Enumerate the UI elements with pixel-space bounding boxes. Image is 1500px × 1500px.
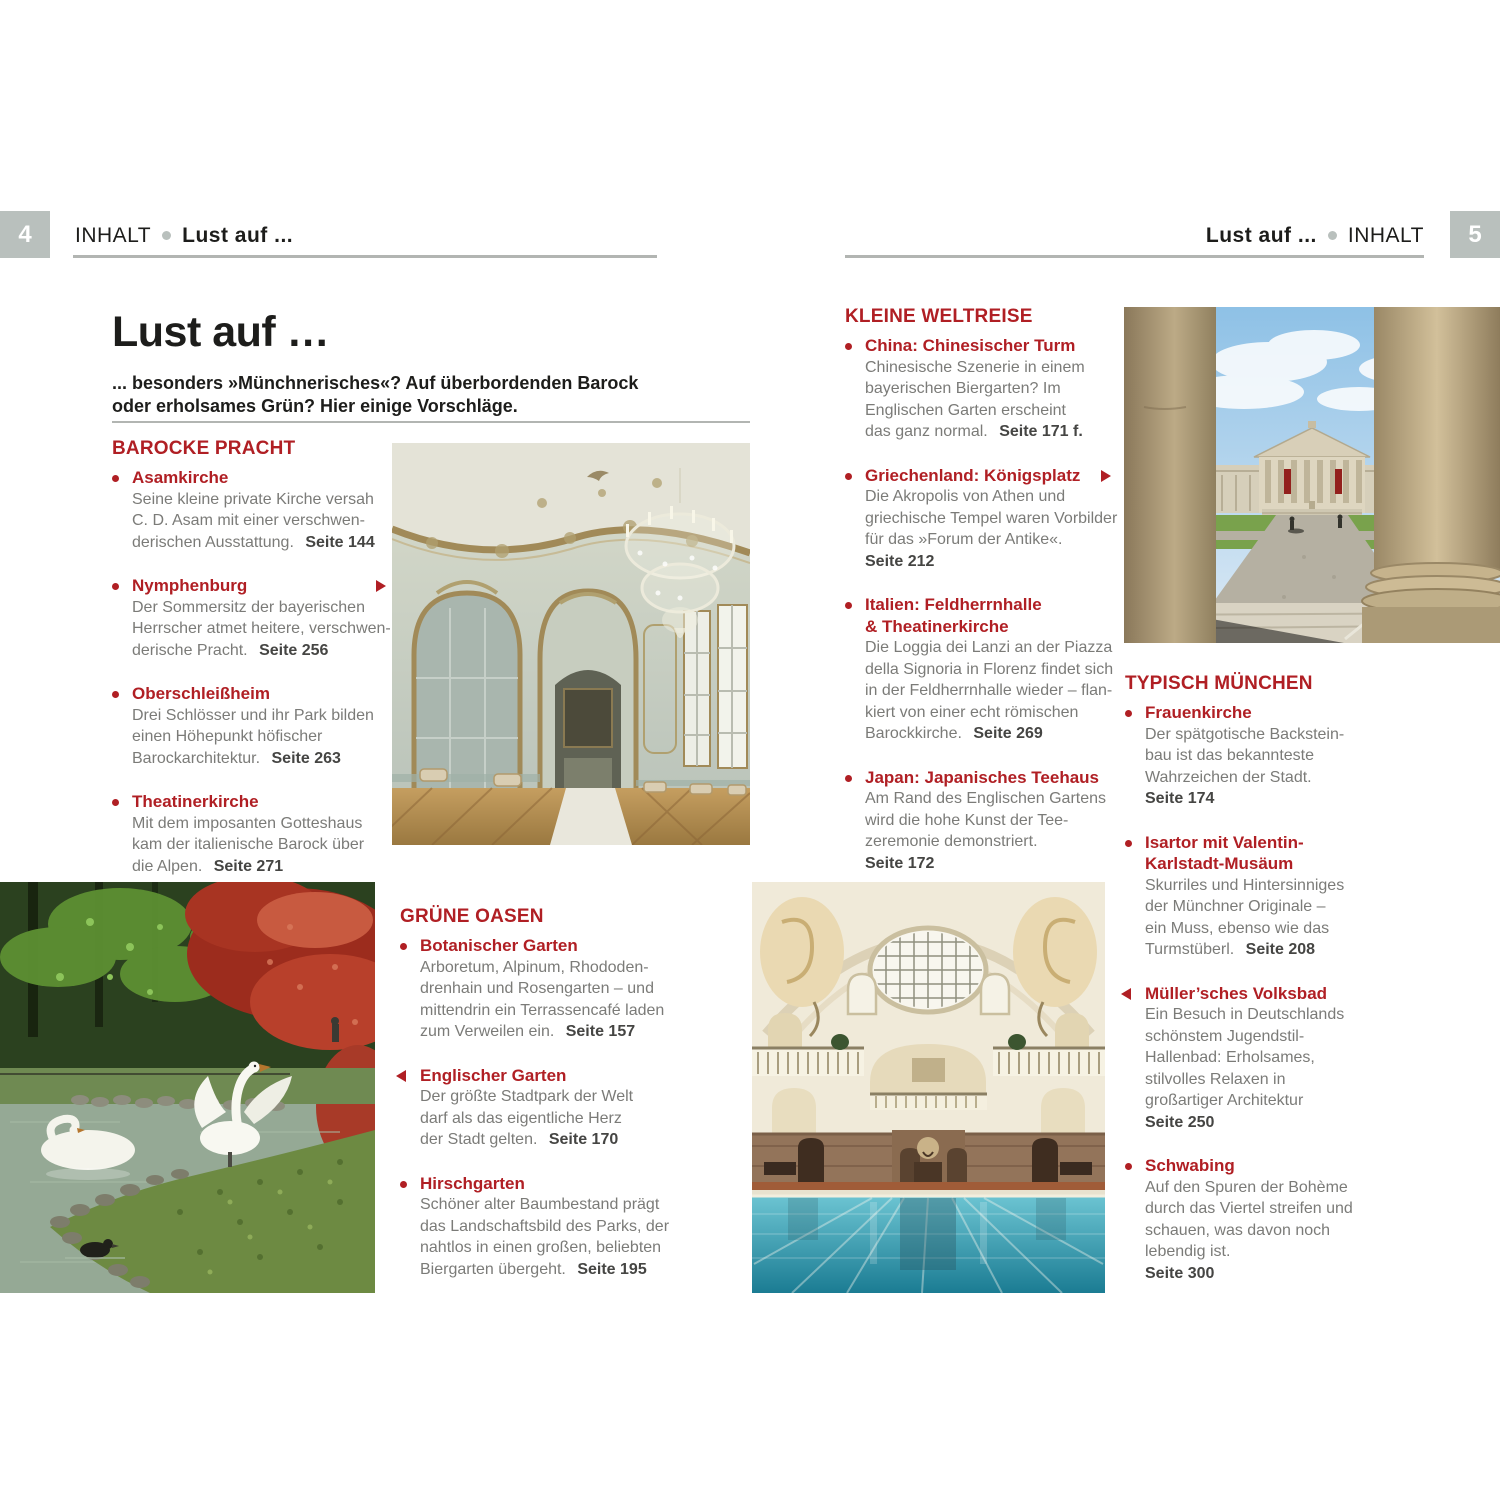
item-text-line: zum Verweilen ein. Seite 157 [420,1023,636,1040]
section-heading: GRÜNE OASEN [400,906,544,927]
subtitle-line: ... besonders »Münchnerisches«? Auf überbordenden Barock [112,373,639,393]
page-reference: Seite 256 [259,641,329,659]
item-title: Italien: Feldherrnhalle [865,595,1042,614]
item-text-line: Auf den Spuren der Bohème [1145,1178,1348,1196]
item-text-line: derischen Ausstattung. Seite 144 [132,533,375,551]
page-reference: Seite 195 [577,1260,647,1278]
toc-item-griechenland-k-nigsplatz [845,465,1118,573]
item-text-line: Die Akropolis von Athen und [865,488,1066,505]
item-text-line: Mit dem imposanten Gotteshaus [132,814,363,832]
toc-item-m-ller-sches-volksbad [1125,983,1455,1134]
item-text-line: schauen, was davon noch [1145,1221,1331,1239]
section-gruene-oasen [400,905,730,1280]
section-kleine-weltreise [845,305,1118,874]
item-text-line: die Alpen. Seite 271 [132,857,284,875]
toc-item-theatinerkirche [112,791,388,877]
item-title: Oberschleißheim [132,684,270,703]
item-title: Englischer Garten [420,1065,567,1085]
toc-item-schwabing [1125,1155,1455,1284]
item-text-line: Seine kleine private Kirche versah [132,490,374,508]
bullet-icon [400,943,407,950]
toc-item-botanischer-garten [400,935,730,1043]
section-heading: TYPISCH MÜNCHEN [1125,673,1313,694]
item-text-line: das ganz normal. Seite 171 f. [865,423,1083,440]
bullet-icon [845,473,852,480]
page-reference: Seite 271 [213,857,284,875]
item-text-line: kam der italienische Barock über [132,836,365,853]
item-title: Schwabing [1145,1156,1235,1175]
item-title: Frauenkirche [1145,703,1252,722]
item-text-line: durch das Viertel streifen und [1145,1200,1353,1217]
page-reference: Seite 170 [548,1131,619,1148]
item-text-line: drenhain und Rosengarten – und [420,980,654,997]
section-heading: BAROCKE PRACHT [112,438,296,459]
bullet-icon [112,799,119,806]
item-text-line: wird die hohe Kunst der Tee- [865,811,1069,829]
toc-item-frauenkirche [1125,702,1455,810]
photo-english-garden-swans [0,882,375,1293]
item-title: Isartor mit Valentin- [1145,832,1304,852]
item-text-line: Die Loggia dei Lanzi an der Piazza [865,639,1113,656]
item-title: Theatinerkirche [132,792,259,811]
item-text-line: Am Rand des Englischen Gartens [865,790,1107,807]
page-number-left: 4 [0,211,50,258]
item-text-line: lebendig ist. [1145,1243,1231,1260]
item-text-line: schönstem Jugendstil- [1145,1027,1305,1045]
item-text-line: ein Muss, ebenso wie das [1145,919,1330,937]
item-text-line: Der spätgotische Backstein- [1145,725,1345,743]
item-text-line: bayerischen Biergarten? Im [865,380,1061,397]
item-text-line: Barockarchitektur. Seite 263 [132,749,341,767]
item-text-line: griechische Tempel waren Vorbilder [865,509,1118,527]
item-title: Müller’sches Volksbad [1145,983,1328,1003]
photo-volksbad-pool [752,882,1105,1293]
page-number-right: 5 [1450,211,1500,258]
item-text-line: Wahrzeichen der Stadt. [1145,768,1312,786]
page-title: Lust auf … [112,308,330,356]
toc-item-japan-japanisches-teehaus [845,767,1113,875]
toc-item-isartor-mit-valentin [1125,832,1455,961]
item-text-line: Der Sommersitz der bayerischen [132,598,365,616]
item-text-line: bau ist das bekannteste [1145,747,1315,764]
item-text-line: Chinesische Szenerie in einem [865,358,1085,376]
page-reference: Seite 172 [865,854,935,872]
bullet-icon [400,1181,407,1188]
item-text-line: Herrscher atmet heitere, verschwen- [132,620,391,637]
item-title: Botanischer Garten [420,936,578,955]
running-head-title: Lust auf ... [182,224,294,247]
bullet-icon [845,775,852,782]
page-reference: Seite 208 [1245,941,1316,958]
item-text-line: Skurriles und Hintersinniges [1145,876,1345,894]
page-reference: Seite 174 [1145,790,1215,807]
arrow-right-icon [376,580,386,592]
item-text-line: Hallenbad: Erholsames, [1145,1049,1315,1066]
item-text-line: stilvolles Relaxen in [1145,1070,1286,1088]
item-text-line: in der Feldherrnhalle wieder – flan- [865,682,1113,699]
bullet-icon [112,691,119,698]
item-text-line: Der größte Stadtpark der Welt [420,1088,634,1105]
item-text-line: zeremonie demonstriert. [865,833,1038,850]
item-title: & Theatinerkirche [865,616,1009,636]
item-text-line: Schöner alter Baumbestand prägt [420,1196,660,1213]
item-text-line [1145,788,1344,810]
header-rule-left [73,255,657,258]
subtitle-line: oder erholsames Grün? Hier einige Vorschläge. [112,396,518,416]
toc-item-hirschgarten [400,1173,730,1281]
photo-koenigsplatz-columns [1124,307,1500,643]
running-head-right [1100,224,1424,248]
item-text-line: mittendrin ein Terrassencafé laden [420,1001,665,1019]
toc-item-italien-feldherrnhalle [845,594,1113,745]
running-head-section: INHALT [75,224,152,247]
toc-item-asamkirche [112,467,388,553]
toc-item-nymphenburg [112,575,391,661]
item-text-line: Drei Schlösser und ihr Park bilden [132,706,374,724]
item-title: Hirschgarten [420,1173,525,1193]
item-text-line: C. D. Asam mit einer verschwen- [132,512,365,529]
item-text-line: kiert von einer echt römischen [865,703,1079,721]
photo-amalienburg-interior [392,443,750,845]
page-reference: Seite 263 [271,749,341,767]
bullet-icon [112,583,119,590]
bullet-icon [1125,710,1132,717]
item-text-line: großartiger Architektur [1145,1092,1304,1109]
item-title: Nymphenburg [132,576,248,595]
item-text-line: derische Pracht. Seite 256 [132,641,329,659]
page-reference: Seite 212 [865,552,935,570]
item-text-line [1145,1112,1344,1134]
item-text-line: Ein Besuch in Deutschlands [1145,1006,1345,1023]
item-text-line: darf als das eigentliche Herz [420,1109,622,1127]
bullet-icon [112,475,119,482]
page-reference: Seite 250 [1145,1113,1215,1131]
item-text-line: Turmstüberl. Seite 208 [1145,941,1316,958]
page-subtitle [112,372,638,418]
running-head-title: Lust auf ... [1205,224,1317,247]
bullet-icon [1125,840,1132,847]
item-text-line: das Landschaftsbild des Parks, der [420,1217,670,1235]
item-text-line: Biergarten übergeht. Seite 195 [420,1260,647,1278]
page-reference: Seite 269 [973,725,1043,742]
item-text-line: der Stadt gelten. Seite 170 [420,1131,619,1148]
arrow-left-icon [1121,988,1131,1000]
item-title: Asamkirche [132,468,229,487]
item-text-line: Englischen Garten erscheint [865,401,1066,419]
arrow-left-icon [396,1070,406,1082]
item-text-line [865,551,1117,573]
item-text-line: Arboretum, Alpinum, Rhododen- [420,958,649,976]
item-text-line: nahtlos in einen großen, beliebten [420,1239,662,1256]
item-text-line: der Münchner Originale – [1145,898,1326,915]
section-heading: KLEINE WELTREISE [845,306,1033,327]
item-title: Karlstadt-Musäum [1145,854,1294,873]
item-text-line [865,853,1106,875]
item-text-line: für das »Forum der Antike«. [865,531,1063,548]
item-text-line: Barockkirche. Seite 269 [865,725,1043,742]
bullet-icon [1125,1163,1132,1170]
subtitle-rule [112,421,750,423]
running-head-section: INHALT [1347,224,1424,247]
item-text-line: einen Höhepunkt höfischer [132,728,323,745]
bullet-icon [845,602,852,609]
page-reference: Seite 171 f. [999,423,1083,440]
toc-item-englischer-garten [400,1065,730,1151]
item-text-line [1145,1263,1353,1285]
bullet-icon [845,343,852,350]
item-title: China: Chinesischer Turm [865,336,1076,355]
separator-dot-icon [1328,231,1337,240]
item-title: Japan: Japanisches Teehaus [865,767,1100,787]
page-reference: Seite 144 [305,533,375,551]
toc-item-oberschlei-heim [112,683,388,769]
section-typisch-muenchen [1125,672,1455,1284]
page-reference: Seite 157 [565,1023,636,1040]
running-head-left [75,224,293,248]
section-barocke-pracht [112,437,391,877]
separator-dot-icon [162,231,171,240]
item-title: Griechenland: Königsplatz [865,465,1081,485]
item-text-line: della Signoria in Florenz findet sich [865,660,1114,678]
header-rule-right [845,255,1424,258]
arrow-right-icon [1101,470,1111,482]
toc-item-china-chinesischer-turm [845,335,1113,443]
page-reference: Seite 300 [1145,1264,1215,1282]
